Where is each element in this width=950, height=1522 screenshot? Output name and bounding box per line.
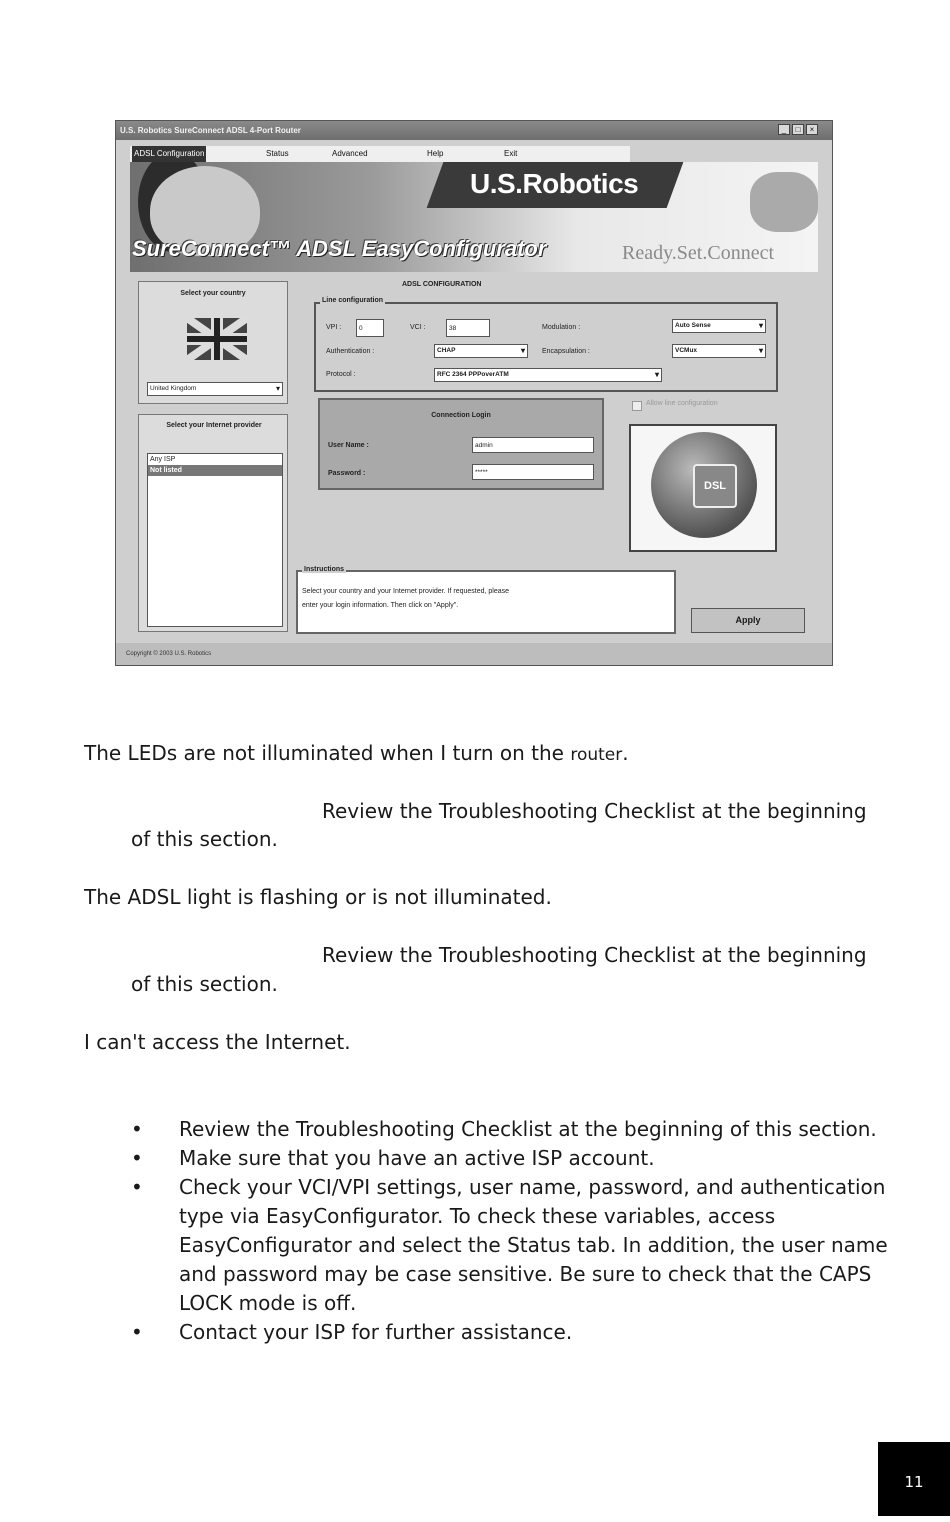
router-image: [750, 172, 818, 232]
banner: [130, 162, 818, 272]
question-1-router: router: [570, 745, 623, 765]
answer-2-line-2: of this section.: [131, 972, 278, 996]
bullet-3-line-3: EasyConfigurator and select the Status tab. In addition, the user name: [179, 1233, 888, 1257]
menu-exit[interactable]: Exit: [504, 149, 518, 158]
instructions-group: [296, 566, 676, 634]
maximize-button[interactable]: □: [792, 124, 804, 135]
bullet-3-line-1: Check your VCI/VPI settings, user name, password, and authentication: [179, 1175, 886, 1199]
connection-login-title: Connection Login: [431, 412, 491, 419]
usr-logo: U.S.Robotics: [470, 168, 639, 199]
question-1-text: The LEDs are not illuminated when I turn on the: [84, 741, 564, 765]
apply-button[interactable]: Apply: [691, 608, 805, 633]
encapsulation-label: Encapsulation :: [542, 348, 590, 355]
question-3: I can't access the Internet.: [84, 1030, 351, 1054]
username-input[interactable]: admin: [472, 437, 594, 453]
line-configuration-group: [314, 297, 778, 392]
product-name: SureConnect™ ADSL EasyConfigurator: [132, 236, 547, 261]
vpi-input[interactable]: 0: [356, 319, 384, 337]
connection-login-panel: [318, 398, 604, 490]
username-label: User Name :: [328, 442, 369, 449]
authentication-select[interactable]: CHAP ▾: [434, 344, 528, 358]
vci-input[interactable]: 38: [446, 319, 490, 337]
question-2: The ADSL light is flashing or is not illuminated.: [84, 885, 552, 909]
vci-label: VCI :: [410, 324, 426, 331]
question-1: [84, 739, 629, 770]
bullet-3-line-5: LOCK mode is off.: [179, 1291, 357, 1315]
vpi-label: VPI :: [326, 324, 342, 331]
question-1-period: .: [622, 741, 629, 765]
copyright-text: Copyright © 2003 U.S. Robotics: [126, 651, 212, 657]
bullet-1-line-1: Review the Troubleshooting Checklist at the beginning of this section.: [179, 1117, 877, 1141]
menu-help[interactable]: Help: [427, 149, 444, 158]
uk-flag-icon: [187, 318, 247, 360]
page-number: 11: [878, 1442, 950, 1516]
status-bar: [116, 643, 832, 665]
password-label: Password :: [328, 470, 366, 477]
section-title: ADSL CONFIGURATION: [402, 281, 482, 288]
authentication-label: Authentication :: [326, 348, 375, 355]
bullet-3-line-2: type via EasyConfigurator. To check these variables, access: [179, 1204, 776, 1228]
bullet-marker: •: [131, 1320, 143, 1344]
encapsulation-select[interactable]: VCMux ▾: [672, 344, 766, 358]
menu-adsl-configuration[interactable]: ADSL Configuration: [132, 146, 206, 162]
dsl-badge: DSL: [693, 464, 737, 508]
bullet-marker: •: [131, 1117, 143, 1141]
minimize-button[interactable]: _: [778, 124, 790, 135]
instructions-legend: Instructions: [304, 566, 345, 573]
bullet-marker: •: [131, 1175, 143, 1199]
bullet-3-line-4: and password may be case sensitive. Be sure to check that the CAPS: [179, 1262, 872, 1286]
modulation-label: Modulation :: [542, 324, 581, 331]
country-panel-title: Select your country: [180, 290, 246, 297]
isp-panel: [138, 414, 288, 632]
isp-list-item[interactable]: Any ISP: [150, 456, 176, 463]
protocol-select[interactable]: RFC 2364 PPPoverATM ▾: [434, 368, 662, 382]
isp-list[interactable]: [147, 453, 283, 627]
isp-list-item-selected[interactable]: Not listed: [148, 465, 282, 476]
password-input[interactable]: *****: [472, 464, 594, 480]
protocol-label: Protocol :: [326, 371, 356, 378]
menu-advanced[interactable]: Advanced: [332, 149, 368, 158]
dsl-image-frame: [629, 424, 777, 552]
answer-1-line-2: of this section.: [131, 827, 278, 851]
line-config-legend: Line configuration: [322, 297, 384, 304]
isp-panel-title: Select your Internet provider: [166, 422, 262, 429]
country-select[interactable]: United Kingdom ▾: [147, 382, 283, 396]
menu-status[interactable]: Status: [266, 149, 289, 158]
allow-line-config-checkbox[interactable]: [632, 401, 642, 411]
answer-1-line-1: Review the Troubleshooting Checklist at the beginning: [322, 799, 867, 823]
instructions-line-1: Select your country and your Internet provider. If requested, please: [302, 588, 510, 595]
answer-2-line-1: Review the Troubleshooting Checklist at the beginning: [322, 943, 867, 967]
allow-line-config-label: Allow line configuration: [646, 400, 718, 407]
bullet-2-line-1: Make sure that you have an active ISP account.: [179, 1146, 655, 1170]
close-button[interactable]: ×: [806, 124, 818, 135]
bullet-4-line-1: Contact your ISP for further assistance.: [179, 1320, 573, 1344]
instructions-line-2: enter your login information. Then click on "Apply".: [302, 602, 459, 609]
window-title-bar: [116, 121, 832, 140]
modulation-select[interactable]: Auto Sense ▾: [672, 319, 766, 333]
bullet-marker: •: [131, 1146, 143, 1170]
country-panel: [138, 281, 288, 404]
easyconfigurator-screenshot: [115, 120, 833, 666]
window-title: U.S. Robotics SureConnect ADSL 4-Port Router: [120, 126, 301, 135]
tagline: Ready.Set.Connect: [622, 242, 775, 264]
menu-bar: [130, 146, 630, 162]
